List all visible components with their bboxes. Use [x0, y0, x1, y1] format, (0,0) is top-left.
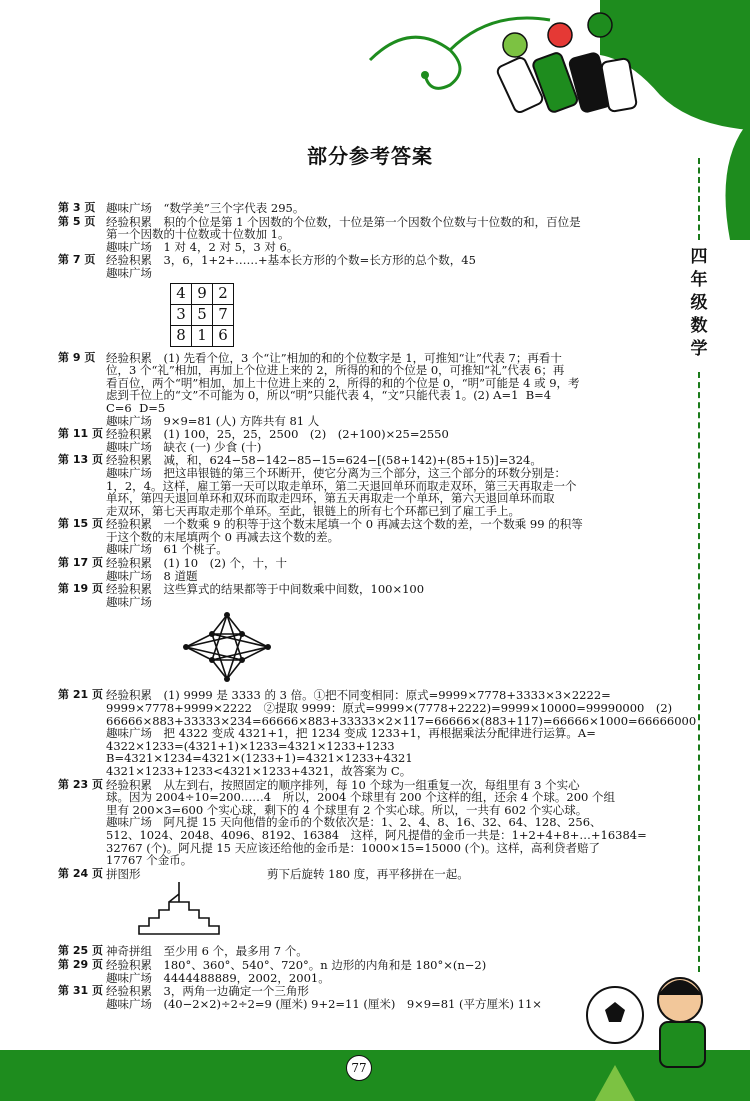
answer-line: 经验积累 (1) 先看个位，3 个“让”相加的和的个位数字是 1，可推知“让”代表 7；再看十 — [106, 350, 562, 365]
page-ref: 第 21 页 — [58, 688, 103, 702]
answer-line: 趣味广场 4444488889，2002，2001。 — [106, 970, 330, 985]
page-title: 部分参考答案 — [307, 144, 433, 168]
answer-body — [106, 254, 680, 350]
answer-line: 看百位，两个“明”相加，加上十位进上来的 2，所得的和的个位是 0，“明”可能是 4 或 9，考 — [106, 375, 580, 390]
answer-entry — [58, 428, 680, 453]
answer-line: 趣味广场 把 4322 变成 4321+1，把 1234 变成 1233+1，再根据乘法分配律进行运算。A= — [106, 726, 596, 741]
answer-list — [58, 201, 697, 1011]
soccer-boy-illustration — [565, 960, 750, 1101]
star-figure-dot — [239, 631, 245, 637]
answer-line: 经验积累 (1) 100，25，25，2500 (2) (2+100)×25=2550 — [106, 427, 449, 442]
star-figure-dot — [265, 644, 271, 650]
answer-line: 里有 200×3=600 个实心球，剩下的 4 个球里有 2 个实心球。所以，一共有 602 个实心球。 — [106, 802, 588, 817]
answer-entry — [58, 557, 680, 582]
answer-line: 趣味广场 8 道题 — [106, 568, 198, 583]
answer-line: 趣味广场 (40−2×2)÷2÷2=9 (厘米) 9+2=11 (厘米) 9×9=81 (平方厘米) 11× — [106, 996, 542, 1011]
star-figure-dot — [183, 644, 189, 650]
magic-square-cell: 2 — [213, 283, 234, 304]
page-ref: 第 17 页 — [58, 556, 103, 570]
answer-body — [106, 352, 680, 428]
answer-body — [106, 202, 680, 215]
staircase-outline — [139, 882, 219, 934]
magic-square-cell: 6 — [213, 325, 234, 346]
side-label-char: 数 — [690, 316, 708, 336]
side-label — [686, 246, 712, 361]
answer-line: 9999×7778+9999×2222 ②提取 9999：原式=9999×(7778+2222)=9999×10000=99990000 (2) — [106, 701, 673, 716]
answer-entry — [58, 352, 680, 428]
page-ref: 第 23 页 — [58, 777, 103, 791]
answer-line: 17767 个金币。 — [106, 853, 193, 868]
star-figure-line — [212, 660, 227, 679]
page-ref: 第 5 页 — [58, 214, 96, 228]
answer-body — [106, 518, 680, 556]
magic-square-cell: 7 — [213, 304, 234, 325]
star-figure-line — [186, 634, 212, 647]
answer-entry — [58, 254, 680, 350]
page-ref: 第 7 页 — [58, 253, 96, 267]
answer-body — [106, 454, 680, 517]
answer-line: 经验积累 (1) 10 (2) 个，十，十 — [106, 556, 288, 571]
answer-entry — [58, 945, 680, 958]
magic-square-cell: 3 — [171, 304, 192, 325]
page-ref: 第 15 页 — [58, 517, 103, 531]
answer-entry — [58, 454, 680, 517]
answer-line: 经验积累 (1) 9999 是 3333 的 3 倍。①把不同变相同：原式=9999×7778+3333×3×2222= — [106, 688, 611, 703]
side-dash-bottom — [698, 372, 700, 972]
answer-line: 第一个因数的十位数或十位数加 1。 — [106, 227, 290, 242]
side-label-char: 年 — [690, 270, 708, 290]
answer-line: 单环，第四天退回单环和双环而取走四环，第五天再取走一个单环，第六天退回单环而取 — [106, 491, 555, 506]
answer-line: 经验积累 减，和，624−58−142−85−15=624−[(58+142)+(85+15)]=324。 — [106, 453, 542, 468]
answer-entry — [58, 216, 680, 254]
star-figure-line — [227, 615, 242, 634]
answer-body — [106, 216, 680, 254]
side-label-char: 级 — [690, 293, 708, 313]
answer-line: 位，3 个“礼”相加，再加上个位进上来的 2，所得的和的个位是 0，可推知“礼”代表 6；再 — [106, 363, 565, 378]
kids-illustration — [495, 0, 645, 130]
page-ref: 第 25 页 — [58, 944, 103, 958]
star-figure-dot — [209, 631, 215, 637]
magic-square-cell: 5 — [192, 304, 213, 325]
star-figure-line — [242, 647, 268, 660]
answer-entry — [58, 688, 697, 778]
answer-line: 虑到千位上的“文”不可能为 0，所以“明”只能代表 4，“文”只能代表 1。(2) A=1 B=4 — [106, 388, 552, 403]
answer-line: 512、1024、2048、4096、8192、16384 这样，阿凡提借的金币一共是：1+2+4+8+…+16384= — [106, 827, 647, 842]
answer-line: 4322×1233=(4321+1)×1233=4321×1233+1233 B=4321×1234=4321×(1233+1)=4321×1233+4321 — [106, 738, 413, 766]
answer-line: 经验积累 从左到右，按照固定的顺序排列，每 10 个球为一组重复一次，每组里有 3 个实心 — [106, 777, 580, 792]
answer-entry — [58, 779, 680, 867]
answer-line: 趣味广场 缺衣 (一) 少食 (十) — [106, 439, 262, 454]
answer-line: 1，2，4。这样，雇工第一天可以取走单环，第二天退回单环而取走双环，第三天再取走一个 — [106, 478, 577, 493]
page-ref: 第 11 页 — [58, 427, 103, 441]
star-figure — [182, 612, 272, 682]
answer-body — [106, 583, 680, 688]
page-ref: 第 31 页 — [58, 984, 103, 998]
magic-square — [170, 283, 234, 347]
answer-line: 趣味广场 9×9=81 (人) 方阵共有 81 人 — [106, 413, 320, 428]
page-ref: 第 3 页 — [58, 201, 96, 214]
answer-line: 趣味广场 — [106, 265, 152, 280]
magic-square-cell: 1 — [192, 325, 213, 346]
answer-line: 走双环，第七天再取走那个单环。至此，银链上的所有七个环都已到了雇工手上。 — [106, 503, 520, 518]
side-label-char: 四 — [690, 247, 708, 267]
answer-line: 32767 (个)。阿凡提 15 天应该还给他的金币是：1000×15=15000 (个)。这样，高利贷者赔了 — [106, 840, 601, 855]
star-figure-dot — [239, 657, 245, 663]
star-figure-dot — [209, 657, 215, 663]
star-figure-dot — [224, 676, 230, 682]
answer-entry — [58, 868, 680, 945]
answer-line: 趣味广场 — [106, 594, 152, 609]
star-figure-line — [242, 634, 268, 647]
answer-line: 经验积累 180°、360°、540°、720°。n 边形的内角和是 180°×(n−2) — [106, 957, 487, 972]
answer-body — [106, 428, 680, 453]
page-ref: 第 13 页 — [58, 453, 103, 467]
star-figure-dot — [224, 612, 230, 618]
answer-body — [106, 779, 680, 867]
magic-square-cell: 4 — [171, 283, 192, 304]
answer-line: 于这个数的末尾填两个 0 再减去这个数的差。 — [106, 529, 340, 544]
answer-body — [106, 868, 680, 945]
answer-line: 经验积累 积的个位是第 1 个因数的个位数，十位是第一个因数个位数与十位数的和，百位是 — [106, 214, 581, 229]
magic-square-cell: 8 — [171, 325, 192, 346]
magic-square-cell: 9 — [192, 283, 213, 304]
answer-entry — [58, 202, 680, 215]
answer-line: 趣味广场 61 个桃子。 — [106, 542, 228, 557]
staircase-figure — [134, 880, 224, 938]
page-ref: 第 24 页 — [58, 866, 103, 880]
answer-line: 趣味广场 阿凡提 15 天向他借的金币的个数依次是：1、2、4、8、16、32、64、128、256、 — [106, 815, 602, 830]
answer-line: 经验积累 一个数乘 9 的积等于这个数末尾填一个 0 再减去这个数的差，一个数乘 99 的积等 — [106, 517, 583, 532]
answer-line: 经验积累 3，两角一边确定一个三角形 — [106, 984, 309, 999]
answer-line: C=6 D=5 — [106, 400, 166, 415]
answer-line: 经验积累 3，6，1+2+……+基本长方形的个数=长方形的总个数，45 — [106, 253, 476, 268]
answer-line: 趣味广场 1 对 4，2 对 5，3 对 6。 — [106, 239, 299, 254]
answer-line: 球。因为 2004÷10=200……4 所以，2004 个球里有 200 个这样的组，还余 4 个球。200 个组 — [106, 790, 616, 805]
answer-line: 神奇拼组 至少用 6 个，最多用 7 个。 — [106, 944, 308, 959]
side-label-char: 学 — [690, 339, 708, 359]
page-ref: 第 9 页 — [58, 350, 96, 364]
answer-line: 经验积累 这些算式的结果都等于中间数乘中间数，100×100 — [106, 582, 425, 597]
answer-body — [106, 557, 680, 582]
star-figure-line — [186, 647, 212, 660]
star-figure-line — [212, 615, 227, 634]
answer-body — [106, 689, 696, 777]
answer-entry — [58, 518, 680, 556]
answer-line: 4321×1233+1233<4321×1233+4321，故答案为 C。 — [106, 764, 412, 778]
answer-entry — [58, 583, 680, 688]
star-figure-line — [227, 660, 242, 679]
page-ref: 第 19 页 — [58, 582, 103, 596]
answer-line: 趣味广场 把这串银链的第三个环断开，使它分离为三个部分，这三个部分的环数分别是： — [106, 465, 566, 480]
page-ref: 第 29 页 — [58, 957, 103, 971]
answer-body — [106, 945, 680, 958]
side-dash-top — [698, 158, 700, 240]
page-number: 77 — [346, 1055, 372, 1081]
answer-line: 66666×883+33333×234=66666×883+33333×2×117=66666×(883+117)=66666×1000=66666000 — [106, 713, 697, 728]
answer-line: 趣味广场 “数学美”三个字代表 295。 — [106, 201, 305, 215]
answer-line: 拼图形 剪下后旋转 180 度，再平移拼在一起。 — [106, 866, 469, 881]
